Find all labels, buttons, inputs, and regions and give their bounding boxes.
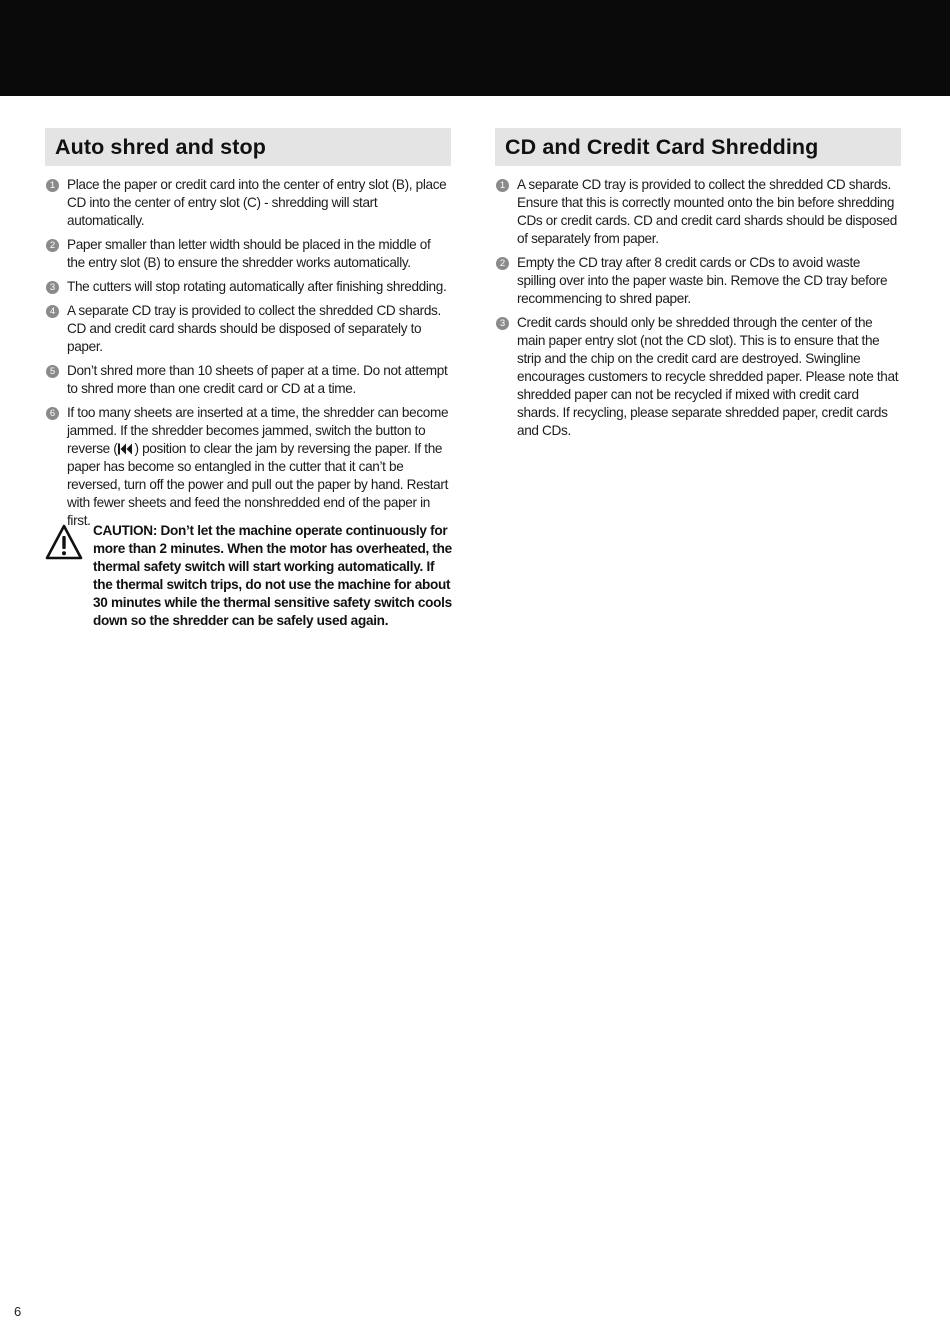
step-text: A separate CD tray is provided to collect the shredded CD shards. Ensure that this is correctly mounted onto the bin before shredding CDs or credit cards. CD and credit card shards should be disposed of separately from paper. [517,177,897,246]
warning-icon [45,524,83,560]
step-item [45,278,451,296]
step-text-after-icon: ) position to clear the jam by reversing the paper. If the paper has become so entangled in the cutter that it can’t be reversed, turn off the power and pull out the paper by hand. Restart with fewer sheets and feed the nonshredded end of the paper in first. [67,441,448,528]
step-number: 2 [46,239,59,252]
step-number: 3 [46,281,59,294]
step-item [495,254,901,308]
step-item [45,404,451,530]
step-text: Place the paper or credit card into the center of entry slot (B), place CD into the center of entry slot (C) - shredding will start automatically. [67,177,447,228]
step-number: 3 [496,317,509,330]
section-title: Auto shred and stop [45,128,451,166]
step-item [45,176,451,230]
step-text: Empty the CD tray after 8 credit cards or CDs to avoid waste spilling over into the paper waste bin. Remove the CD tray before recommencing to shred paper. [517,255,888,306]
step-item [45,236,451,272]
caution-text: CAUTION: Don’t let the machine operate continuously for more than 2 minutes. When the motor has overheated, the thermal safety switch will start working automatically. If the thermal switch trips, do not use the machine for about 30 minutes while the thermal sensitive safety switch cools down so the shredder can be safely used again. [93,523,452,628]
caution-notice [45,522,455,630]
page-number: 6 [14,1304,22,1319]
step-list [495,176,901,440]
auto-shred-section [45,128,451,536]
section-title: CD and Credit Card Shredding [495,128,901,166]
cd-credit-card-section [495,128,901,446]
step-text: A separate CD tray is provided to collect the shredded CD shards. CD and credit card shards should be disposed of separately to paper. [67,303,441,354]
step-item [495,314,901,440]
step-text: Don’t shred more than 10 sheets of paper at a time. Do not attempt to shred more than one credit card or CD at a time. [67,363,448,396]
step-text: The cutters will stop rotating automatically after finishing shredding. [67,279,447,294]
step-list [45,176,451,530]
step-number: 6 [46,407,59,420]
top-banner [0,0,950,96]
step-number: 4 [46,305,59,318]
step-number: 1 [46,179,59,192]
step-number: 5 [46,365,59,378]
step-item [45,302,451,356]
step-item [495,176,901,248]
reverse-icon [117,442,134,456]
step-item [45,362,451,398]
step-text: Credit cards should only be shredded through the center of the main paper entry slot (not the CD slot). This is to ensure that the strip and the chip on the credit card are destroyed. Swingline encourages customers to recycle shredded paper. Please note that shredded paper can not be recycled if mixed with credit card shards. If recycling, please separate shredded paper, credit cards and CDs. [517,315,899,438]
step-number: 2 [496,257,509,270]
step-text-before-icon: If too many sheets are inserted at a time, the shredder can become jammed. If the shredder becomes jammed, switch the button to reverse ( [67,405,449,456]
step-number: 1 [496,179,509,192]
step-text: Paper smaller than letter width should be placed in the middle of the entry slot (B) to ensure the shredder works automatically. [67,237,431,270]
